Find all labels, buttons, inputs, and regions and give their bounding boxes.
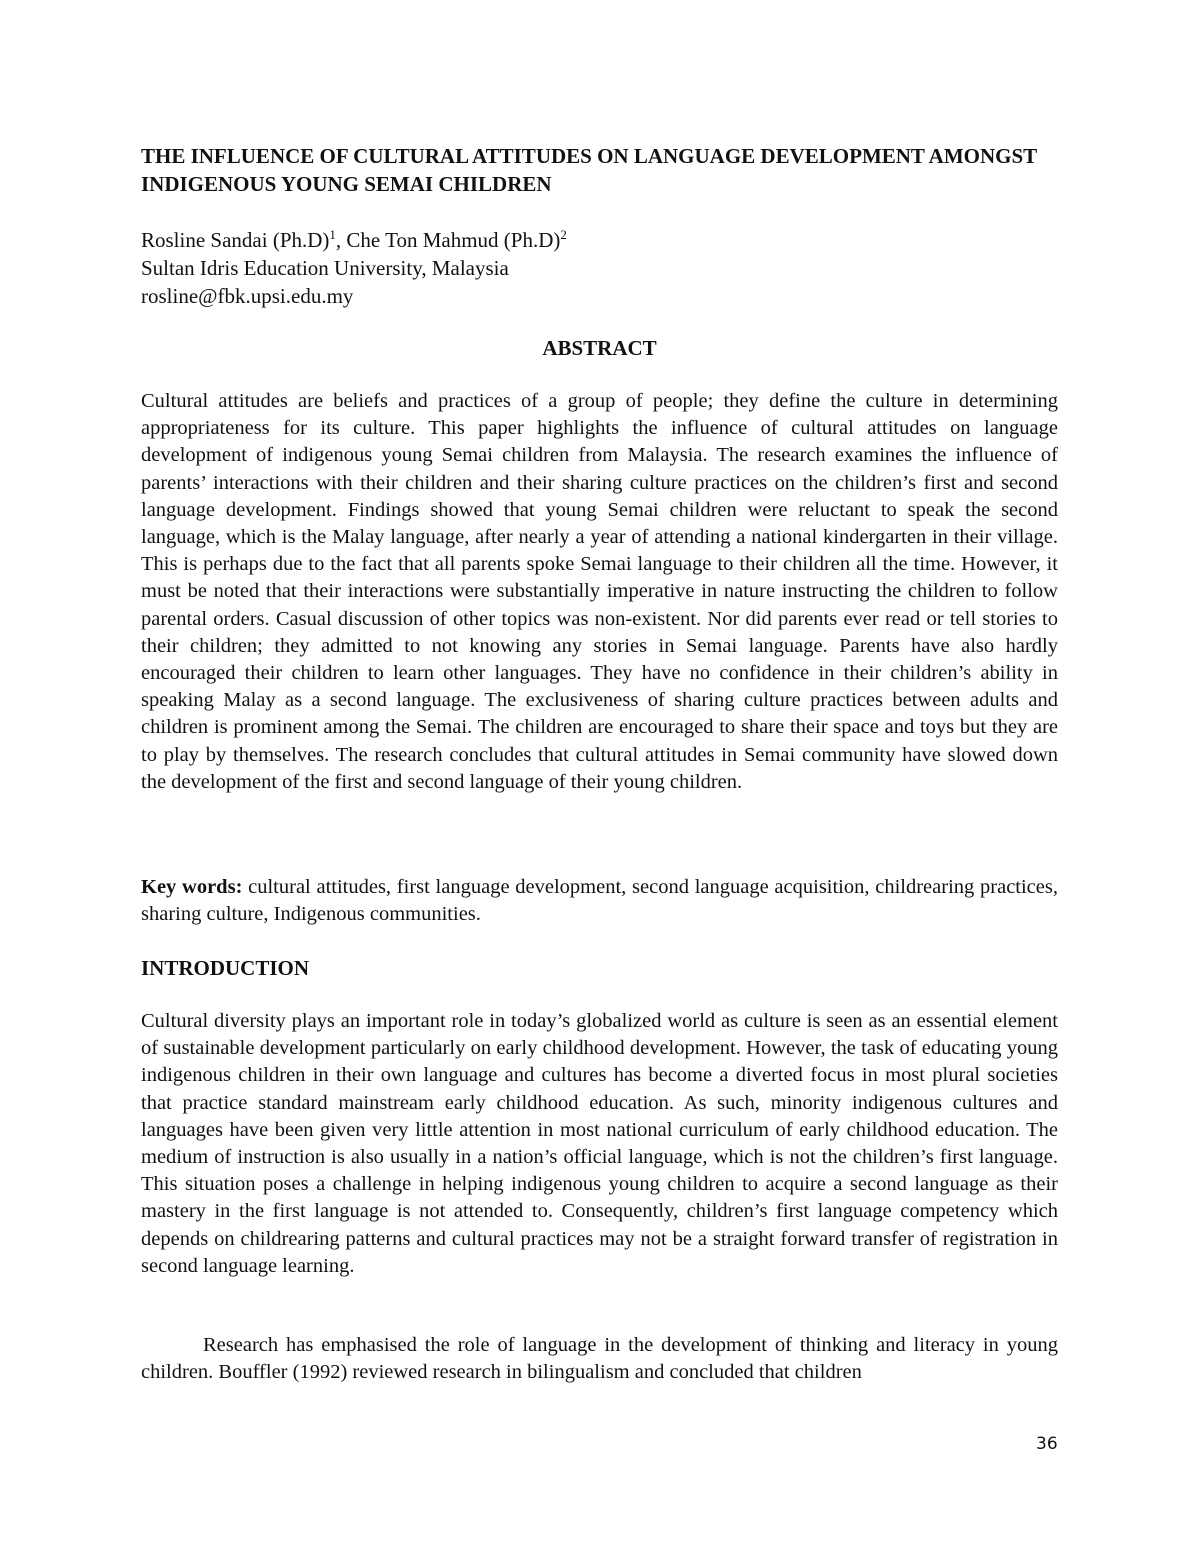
abstract-text: Cultural attitudes are beliefs and practices of a group of people; they define the culture in determining appropriateness for its culture. This paper highlights the influence of cultural attitudes on language development of indigenous young Semai children from Malaysia. The research examines the influence of parents’ interactions with their children and their sharing culture practices on the children’s first and second language development. Findings showed that young Semai children were reluctant to speak the second language, which is the Malay language, after nearly a year of attending a national kindergarten in their village. This is perhaps due to the fact that all parents spoke Semai language to their children all the time. However, it must be noted that their interactions were substantially imperative in nature instructing the children to follow parental orders. Casual discussion of other topics was non-existent. Nor did parents ever read or tell stories to their children; they admitted to not knowing any stories in Semai language. Parents have also hardly encouraged their children to learn other languages. They have no confidence in their children’s ability in speaking Malay as a second language. The exclusiveness of sharing culture practices between adults and children is prominent among the Semai. The children are encouraged to share their space and toys but they are to play by themselves. The research concludes that cultural attitudes in Semai community have slowed down the development of the first and second language of their young children. <box>141 390 1058 793</box>
keywords <box>141 874 1058 928</box>
keywords-label: Key words: <box>141 876 243 898</box>
affiliation-marker: 2 <box>560 227 567 242</box>
introduction-paragraph-2: Research has emphasised the role of language in the development of thinking and literacy in young children. Bouffler (1992) reviewed research in bilingualism and concluded that children <box>141 1334 1058 1384</box>
affiliation: Sultan Idris Education University, Malaysia <box>141 256 509 280</box>
page-number: 36 <box>1036 1434 1058 1454</box>
author-email: rosline@fbk.upsi.edu.my <box>141 284 354 308</box>
introduction-paragraph-1: Cultural diversity plays an important role in today’s globalized world as culture is seen as an essential element of sustainable development particularly on early childhood development. However, the task of educating young indigenous children in their own language and cultures has become a diverted focus in most plural societies that practice standard mainstream early childhood education. As such, minority indigenous cultures and languages have been given very little attention in most national curriculum of early childhood education. The medium of instruction is also usually in a nation’s official language, which is not the children’s first language. This situation poses a challenge in helping indigenous young children to acquire a second language as their mastery in the first language is not attended to. Consequently, children’s first language competency which depends on childrearing patterns and cultural practices may not be a straight forward transfer of registration in second language learning. <box>141 1010 1058 1277</box>
author-block <box>141 226 1066 310</box>
keywords-text: cultural attitudes, first language development, second language acquisition, childrearing practices, sharing culture, Indigenous communities. <box>141 876 1058 926</box>
paper-title: THE INFLUENCE OF CULTURAL ATTITUDES ON LANGUAGE DEVELOPMENT AMONGST INDIGENOUS YOUNG SEMAI CHILDREN <box>141 144 1037 196</box>
abstract-heading: ABSTRACT <box>542 336 657 360</box>
author-name: Rosline Sandai (Ph.D) <box>141 228 330 252</box>
affiliation-marker: 1 <box>329 227 336 242</box>
author-line <box>141 226 1066 254</box>
introduction-heading: INTRODUCTION <box>141 956 310 980</box>
author-name: Che Ton Mahmud (Ph.D) <box>346 228 561 252</box>
author-separator: , <box>335 228 347 252</box>
